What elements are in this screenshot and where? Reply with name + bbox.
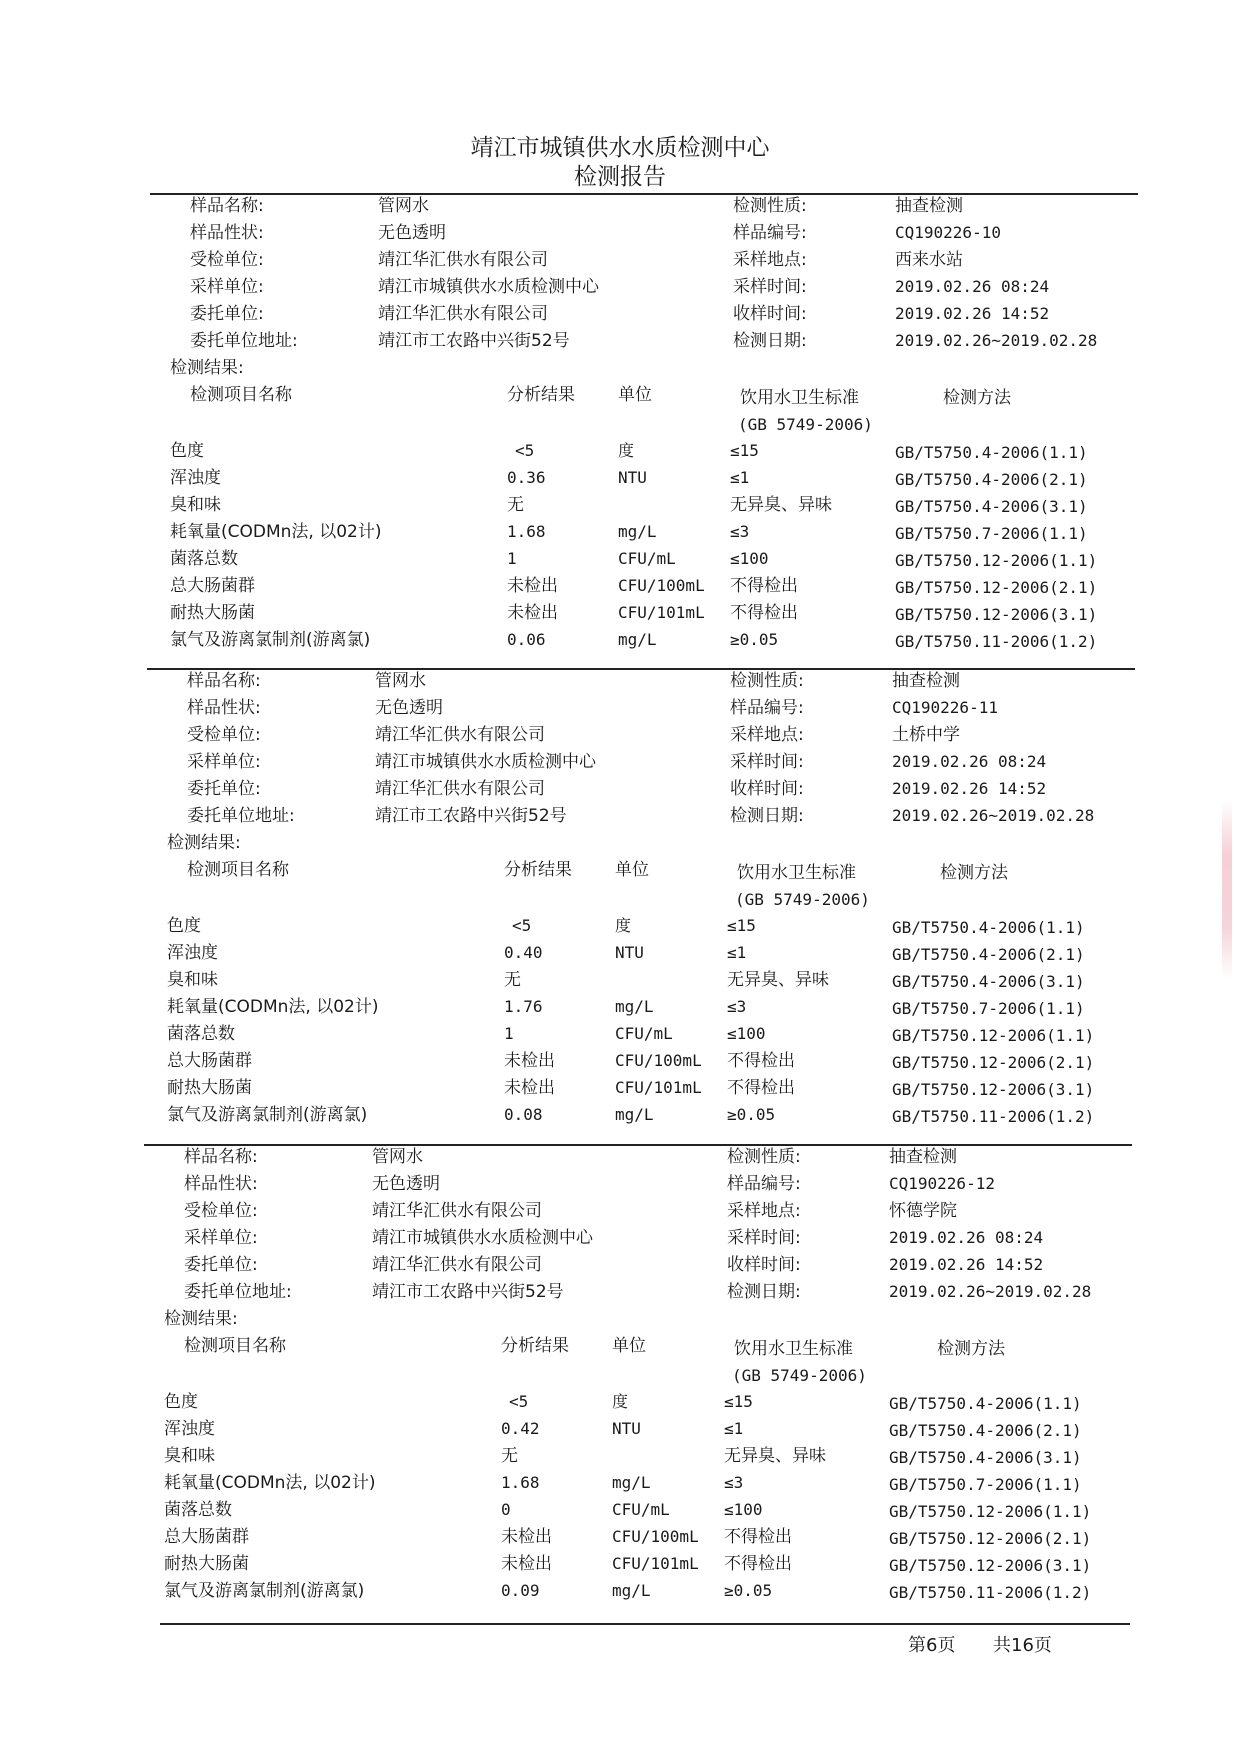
item-name: 耗氧量(CODMn法, 以02计) (167, 997, 379, 1017)
label-sampling-unit: 采样单位: (187, 752, 261, 772)
item-standard: 不得检出 (727, 1078, 795, 1098)
item-standard: ≥0.05 (724, 1581, 773, 1600)
value-sample-no: CQ190226-11 (892, 698, 998, 717)
item-name: 氯气及游离氯制剂(游离氯) (167, 1105, 368, 1125)
item-standard: 无异臭、异味 (727, 970, 829, 990)
value-sampling-unit: 靖江市城镇供水水质检测中心 (378, 277, 599, 297)
col-header-standard: 饮用水卫生标准 (740, 388, 859, 408)
item-unit: mg/L (615, 1105, 654, 1124)
label-test-date: 检测日期: (727, 1282, 801, 1302)
item-name: 臭和味 (164, 1446, 215, 1466)
item-name: 菌落总数 (167, 1024, 235, 1044)
label-inspected-unit: 受检单位: (184, 1201, 258, 1221)
item-standard: ≤1 (724, 1419, 744, 1438)
section-rule (150, 193, 1138, 195)
label-test-nature: 检测性质: (730, 671, 804, 691)
value-test-nature: 抽查检测 (889, 1147, 957, 1167)
item-result: 无 (507, 495, 524, 515)
item-unit: CFU/100mL (615, 1051, 702, 1070)
item-name: 总大肠菌群 (164, 1527, 249, 1547)
col-header-standard-code: (GB 5749-2006) (738, 415, 873, 434)
col-header-method: 检测方法 (943, 388, 1011, 408)
label-client-unit: 委托单位: (187, 779, 261, 799)
item-method: GB/T5750.4-2006(2.1) (889, 1421, 1082, 1440)
results-label: 检测结果: (167, 833, 241, 853)
item-standard: ≥0.05 (730, 630, 779, 649)
item-unit: CFU/101mL (618, 603, 705, 622)
item-unit: 度 (618, 441, 635, 460)
value-inspected-unit: 靖江华汇供水有限公司 (378, 250, 548, 270)
item-standard: 无异臭、异味 (730, 495, 832, 515)
item-name: 浑浊度 (167, 943, 218, 963)
item-result: 无 (501, 1446, 518, 1466)
item-method: GB/T5750.4-2006(3.1) (895, 497, 1088, 516)
item-unit: CFU/101mL (612, 1554, 699, 1573)
col-header-result: 分析结果 (501, 1336, 569, 1356)
col-header-item: 检测项目名称 (187, 860, 289, 880)
col-header-result: 分析结果 (507, 385, 575, 405)
item-unit: mg/L (615, 997, 654, 1016)
value-receive-time: 2019.02.26 14:52 (895, 304, 1050, 323)
item-unit: CFU/mL (618, 549, 676, 568)
col-header-unit: 单位 (618, 385, 652, 405)
item-name: 色度 (167, 916, 201, 936)
item-result: 未检出 (504, 1051, 555, 1071)
label-sampling-unit: 采样单位: (190, 277, 264, 297)
value-receive-time: 2019.02.26 14:52 (892, 779, 1047, 798)
item-unit: CFU/100mL (612, 1527, 699, 1546)
item-name: 色度 (164, 1392, 198, 1412)
item-name: 氯气及游离氯制剂(游离氯) (170, 630, 371, 650)
item-standard: ≤100 (730, 549, 769, 568)
value-sample-state: 无色透明 (372, 1174, 440, 1194)
value-sampling-site: 西来水站 (895, 250, 963, 270)
value-sample-name: 管网水 (375, 671, 426, 691)
value-sampling-time: 2019.02.26 08:24 (889, 1228, 1044, 1247)
item-method: GB/T5750.12-2006(3.1) (892, 1080, 1095, 1099)
item-unit: mg/L (618, 630, 657, 649)
value-sampling-time: 2019.02.26 08:24 (892, 752, 1047, 771)
item-method: GB/T5750.12-2006(1.1) (892, 1026, 1095, 1045)
value-client-address: 靖江市工农路中兴街52号 (378, 331, 570, 351)
value-receive-time: 2019.02.26 14:52 (889, 1255, 1044, 1274)
item-standard: 不得检出 (724, 1527, 792, 1547)
item-name: 浑浊度 (164, 1419, 215, 1439)
col-header-standard: 饮用水卫生标准 (737, 863, 856, 883)
value-test-date: 2019.02.26~2019.02.28 (889, 1282, 1092, 1301)
col-header-item: 检测项目名称 (190, 385, 292, 405)
value-client-unit: 靖江华汇供水有限公司 (375, 779, 545, 799)
item-standard: 不得检出 (730, 576, 798, 596)
item-result: 0.06 (507, 630, 546, 649)
label-client-unit: 委托单位: (190, 304, 264, 324)
item-standard: ≤100 (724, 1500, 763, 1519)
label-test-date: 检测日期: (733, 331, 807, 351)
value-sampling-unit: 靖江市城镇供水水质检测中心 (372, 1228, 593, 1248)
item-standard: ≤15 (730, 441, 759, 460)
item-unit: CFU/101mL (615, 1078, 702, 1097)
label-sample-state: 样品性状: (184, 1174, 258, 1194)
item-result: 未检出 (501, 1554, 552, 1574)
item-result: 1 (507, 549, 517, 568)
item-result: <5 (515, 441, 535, 460)
sample-section-2 (147, 670, 1137, 1140)
label-client-address: 委托单位地址: (187, 806, 295, 826)
col-header-standard-code: (GB 5749-2006) (735, 890, 870, 909)
item-method: GB/T5750.11-2006(1.2) (895, 632, 1098, 651)
item-method: GB/T5750.12-2006(1.1) (889, 1502, 1092, 1521)
sample-section-1 (150, 195, 1140, 665)
col-header-item: 检测项目名称 (184, 1336, 286, 1356)
value-sample-name: 管网水 (372, 1147, 423, 1167)
label-sample-name: 样品名称: (187, 671, 261, 691)
item-name: 菌落总数 (164, 1500, 232, 1520)
label-inspected-unit: 受检单位: (187, 725, 261, 745)
item-method: GB/T5750.4-2006(3.1) (892, 972, 1085, 991)
label-sample-name: 样品名称: (190, 196, 264, 216)
label-client-address: 委托单位地址: (184, 1282, 292, 1302)
section-rule (144, 1144, 1132, 1146)
item-result: <5 (509, 1392, 529, 1411)
label-receive-time: 收样时间: (727, 1255, 801, 1275)
value-inspected-unit: 靖江华汇供水有限公司 (375, 725, 545, 745)
item-result: 0.42 (501, 1419, 540, 1438)
report-title: 靖江市城镇供水水质检测中心 (470, 135, 770, 161)
item-result: 0.09 (501, 1581, 540, 1600)
item-unit: NTU (618, 468, 647, 487)
col-header-standard-code: (GB 5749-2006) (732, 1366, 867, 1385)
item-name: 臭和味 (170, 495, 221, 515)
item-standard: ≤1 (730, 468, 750, 487)
page-number: 第6页 (908, 1635, 956, 1656)
item-standard: ≤3 (727, 997, 747, 1016)
item-method: GB/T5750.4-2006(2.1) (895, 470, 1088, 489)
item-result: 1 (504, 1024, 514, 1043)
item-method: GB/T5750.12-2006(3.1) (895, 605, 1098, 624)
results-label: 检测结果: (164, 1309, 238, 1329)
item-name: 总大肠菌群 (170, 576, 255, 596)
item-unit: CFU/mL (615, 1024, 673, 1043)
item-result: 未检出 (507, 576, 558, 596)
results-label: 检测结果: (170, 358, 244, 378)
item-result: 无 (504, 970, 521, 990)
value-test-nature: 抽查检测 (895, 196, 963, 216)
item-name: 菌落总数 (170, 549, 238, 569)
item-method: GB/T5750.7-2006(1.1) (892, 999, 1085, 1018)
item-name: 耐热大肠菌 (164, 1554, 249, 1574)
label-sampling-site: 采样地点: (733, 250, 807, 270)
label-sampling-time: 采样时间: (730, 752, 804, 772)
item-name: 氯气及游离氯制剂(游离氯) (164, 1581, 365, 1601)
label-sample-name: 样品名称: (184, 1147, 258, 1167)
item-result: 0.36 (507, 468, 546, 487)
item-unit: NTU (612, 1419, 641, 1438)
item-result: 未检出 (504, 1078, 555, 1098)
label-sample-no: 样品编号: (733, 223, 807, 243)
value-sample-state: 无色透明 (375, 698, 443, 718)
item-name: 耗氧量(CODMn法, 以02计) (164, 1473, 376, 1493)
item-unit: 度 (612, 1392, 629, 1411)
label-client-unit: 委托单位: (184, 1255, 258, 1275)
item-method: GB/T5750.11-2006(1.2) (889, 1583, 1092, 1602)
value-sampling-site: 土桥中学 (892, 725, 960, 745)
col-header-unit: 单位 (612, 1336, 646, 1356)
item-standard: ≤15 (727, 916, 756, 935)
col-header-unit: 单位 (615, 860, 649, 880)
item-standard: 不得检出 (724, 1554, 792, 1574)
item-result: 0.08 (504, 1105, 543, 1124)
sample-section-3 (144, 1146, 1134, 1616)
item-method: GB/T5750.11-2006(1.2) (892, 1107, 1095, 1126)
item-standard: ≤15 (724, 1392, 753, 1411)
item-name: 耗氧量(CODMn法, 以02计) (170, 522, 382, 542)
value-sample-state: 无色透明 (378, 223, 446, 243)
value-sample-no: CQ190226-10 (895, 223, 1001, 242)
item-standard: ≤1 (727, 943, 747, 962)
item-method: GB/T5750.4-2006(1.1) (892, 918, 1085, 937)
label-sample-state: 样品性状: (187, 698, 261, 718)
value-sample-name: 管网水 (378, 196, 429, 216)
item-unit: NTU (615, 943, 644, 962)
item-result: 未检出 (501, 1527, 552, 1547)
item-unit: mg/L (618, 522, 657, 541)
value-sampling-unit: 靖江市城镇供水水质检测中心 (375, 752, 596, 772)
label-sampling-site: 采样地点: (730, 725, 804, 745)
item-result: 0 (501, 1500, 511, 1519)
item-unit: mg/L (612, 1473, 651, 1492)
seal-stamp-edge (1222, 800, 1232, 980)
item-result: <5 (512, 916, 532, 935)
item-standard: 无异臭、异味 (724, 1446, 826, 1466)
item-result: 未检出 (507, 603, 558, 623)
label-client-address: 委托单位地址: (190, 331, 298, 351)
label-sampling-time: 采样时间: (733, 277, 807, 297)
value-inspected-unit: 靖江华汇供水有限公司 (372, 1201, 542, 1221)
col-header-method: 检测方法 (940, 863, 1008, 883)
label-sample-no: 样品编号: (727, 1174, 801, 1194)
label-sample-state: 样品性状: (190, 223, 264, 243)
report-subtitle: 检测报告 (574, 164, 666, 190)
label-test-date: 检测日期: (730, 806, 804, 826)
item-result: 0.40 (504, 943, 543, 962)
item-method: GB/T5750.7-2006(1.1) (895, 524, 1088, 543)
item-name: 总大肠菌群 (167, 1051, 252, 1071)
item-standard: ≤3 (730, 522, 750, 541)
value-client-unit: 靖江华汇供水有限公司 (372, 1255, 542, 1275)
label-test-nature: 检测性质: (727, 1147, 801, 1167)
value-sample-no: CQ190226-12 (889, 1174, 995, 1193)
page-total: 共16页 (993, 1635, 1052, 1656)
footer-rule (160, 1623, 1130, 1625)
label-inspected-unit: 受检单位: (190, 250, 264, 270)
col-header-result: 分析结果 (504, 860, 572, 880)
item-method: GB/T5750.12-2006(3.1) (889, 1556, 1092, 1575)
item-unit: CFU/100mL (618, 576, 705, 595)
value-test-nature: 抽查检测 (892, 671, 960, 691)
item-result: 1.76 (504, 997, 543, 1016)
label-sample-no: 样品编号: (730, 698, 804, 718)
item-method: GB/T5750.7-2006(1.1) (889, 1475, 1082, 1494)
item-name: 臭和味 (167, 970, 218, 990)
value-test-date: 2019.02.26~2019.02.28 (895, 331, 1098, 350)
item-name: 耐热大肠菌 (170, 603, 255, 623)
item-unit: 度 (615, 916, 632, 935)
item-standard: 不得检出 (727, 1051, 795, 1071)
item-unit: mg/L (612, 1581, 651, 1600)
item-method: GB/T5750.12-2006(1.1) (895, 551, 1098, 570)
value-client-unit: 靖江华汇供水有限公司 (378, 304, 548, 324)
value-client-address: 靖江市工农路中兴街52号 (375, 806, 567, 826)
label-receive-time: 收样时间: (733, 304, 807, 324)
value-client-address: 靖江市工农路中兴街52号 (372, 1282, 564, 1302)
item-name: 浑浊度 (170, 468, 221, 488)
item-method: GB/T5750.12-2006(2.1) (892, 1053, 1095, 1072)
item-name: 色度 (170, 441, 204, 461)
item-method: GB/T5750.12-2006(2.1) (895, 578, 1098, 597)
item-method: GB/T5750.12-2006(2.1) (889, 1529, 1092, 1548)
item-method: GB/T5750.4-2006(2.1) (892, 945, 1085, 964)
item-name: 耐热大肠菌 (167, 1078, 252, 1098)
col-header-method: 检测方法 (937, 1339, 1005, 1359)
item-method: GB/T5750.4-2006(1.1) (895, 443, 1088, 462)
value-sampling-site: 怀德学院 (889, 1201, 957, 1221)
label-sampling-unit: 采样单位: (184, 1228, 258, 1248)
item-standard: ≤100 (727, 1024, 766, 1043)
col-header-standard: 饮用水卫生标准 (734, 1339, 853, 1359)
item-result: 1.68 (507, 522, 546, 541)
item-method: GB/T5750.4-2006(1.1) (889, 1394, 1082, 1413)
label-receive-time: 收样时间: (730, 779, 804, 799)
label-sampling-site: 采样地点: (727, 1201, 801, 1221)
section-rule (147, 668, 1135, 670)
item-standard: ≤3 (724, 1473, 744, 1492)
value-test-date: 2019.02.26~2019.02.28 (892, 806, 1095, 825)
label-test-nature: 检测性质: (733, 196, 807, 216)
item-standard: 不得检出 (730, 603, 798, 623)
item-result: 1.68 (501, 1473, 540, 1492)
value-sampling-time: 2019.02.26 08:24 (895, 277, 1050, 296)
label-sampling-time: 采样时间: (727, 1228, 801, 1248)
item-method: GB/T5750.4-2006(3.1) (889, 1448, 1082, 1467)
item-unit: CFU/mL (612, 1500, 670, 1519)
item-standard: ≥0.05 (727, 1105, 776, 1124)
